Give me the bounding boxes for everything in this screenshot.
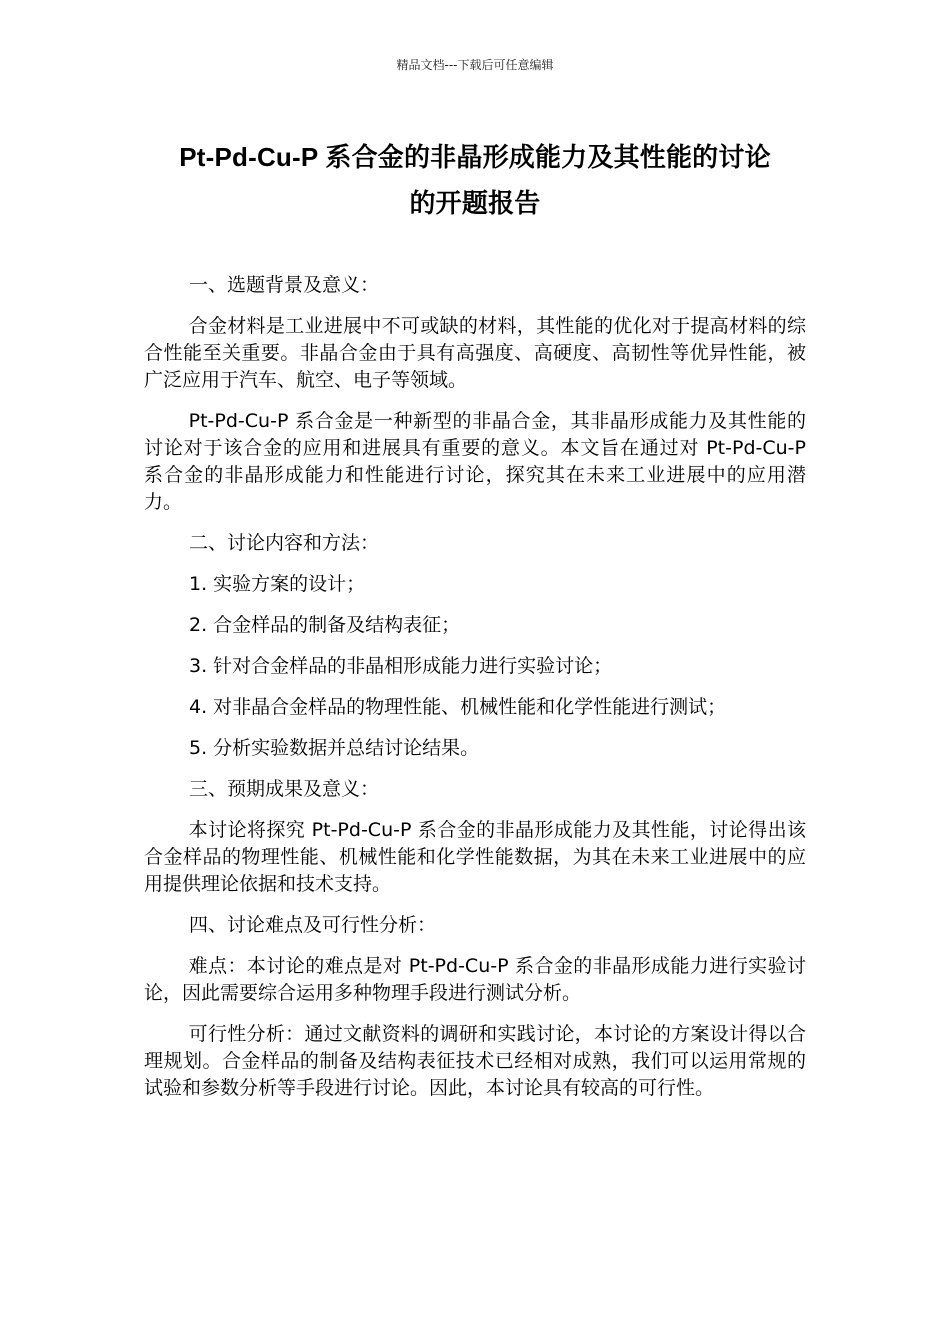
- section-4-paragraph-2: 可行性分析：通过文献资料的调研和实践讨论，本讨论的方案设计得以合理规划。合金样品的制备及结构表征技术已经相对成熟，我们可以运用常规的试验和参数分析等手段进行讨论。因此，本讨论具有较高的可行性。: [144, 1023, 806, 1099]
- method-item-1: 1. 实验方案的设计；: [189, 573, 366, 595]
- section-1-heading: 一、选题背景及意义：: [189, 274, 380, 296]
- method-item-2: 2. 合金样品的制备及结构表征；: [189, 614, 461, 636]
- document-title: [144, 134, 806, 226]
- section-4-paragraph-1: 难点：本讨论的难点是对 Pt-Pd-Cu-P 系合金的非晶形成能力进行实验讨论，因此需要综合运用多种物理手段进行测试分析。: [144, 955, 806, 1004]
- method-item-4: 4. 对非晶合金样品的物理性能、机械性能和化学性能进行测试；: [189, 696, 727, 718]
- method-item-5: 5. 分析实验数据并总结讨论结果。: [189, 737, 480, 759]
- section-1-paragraph-1: 合金材料是工业进展中不可或缺的材料，其性能的优化对于提高材料的综合性能至关重要。非晶合金由于具有高强度、高硬度、高韧性等优异性能，被广泛应用于汽车、航空、电子等领域。: [144, 315, 806, 391]
- method-item-3: 3. 针对合金样品的非晶相形成能力进行实验讨论；: [189, 655, 613, 677]
- page-header: 精品文档---下载后可任意编辑: [396, 58, 554, 72]
- title-line-2: 的开题报告: [409, 188, 541, 218]
- section-2-heading: 二、讨论内容和方法：: [189, 532, 380, 554]
- section-4-heading: 四、讨论难点及可行性分析：: [189, 914, 437, 936]
- section-1-paragraph-2: Pt-Pd-Cu-P 系合金是一种新型的非晶合金，其非晶形成能力及其性能的讨论对于该合金的应用和进展具有重要的意义。本文旨在通过对 Pt-Pd-Cu-P 系合金的非晶形成能力和性能进行讨论，探究其在未来工业进展中的应用潜力。: [144, 410, 806, 513]
- section-3-heading: 三、预期成果及意义：: [189, 778, 380, 800]
- section-3-paragraph-1: 本讨论将探究 Pt-Pd-Cu-P 系合金的非晶形成能力及其性能，讨论得出该合金样品的物理性能、机械性能和化学性能数据，为其在未来工业进展中的应用提供理论依据和技术支持。: [144, 819, 806, 895]
- title-line-1: Pt-Pd-Cu-P 系合金的非晶形成能力及其性能的讨论: [179, 142, 771, 172]
- document-body: [144, 272, 806, 1116]
